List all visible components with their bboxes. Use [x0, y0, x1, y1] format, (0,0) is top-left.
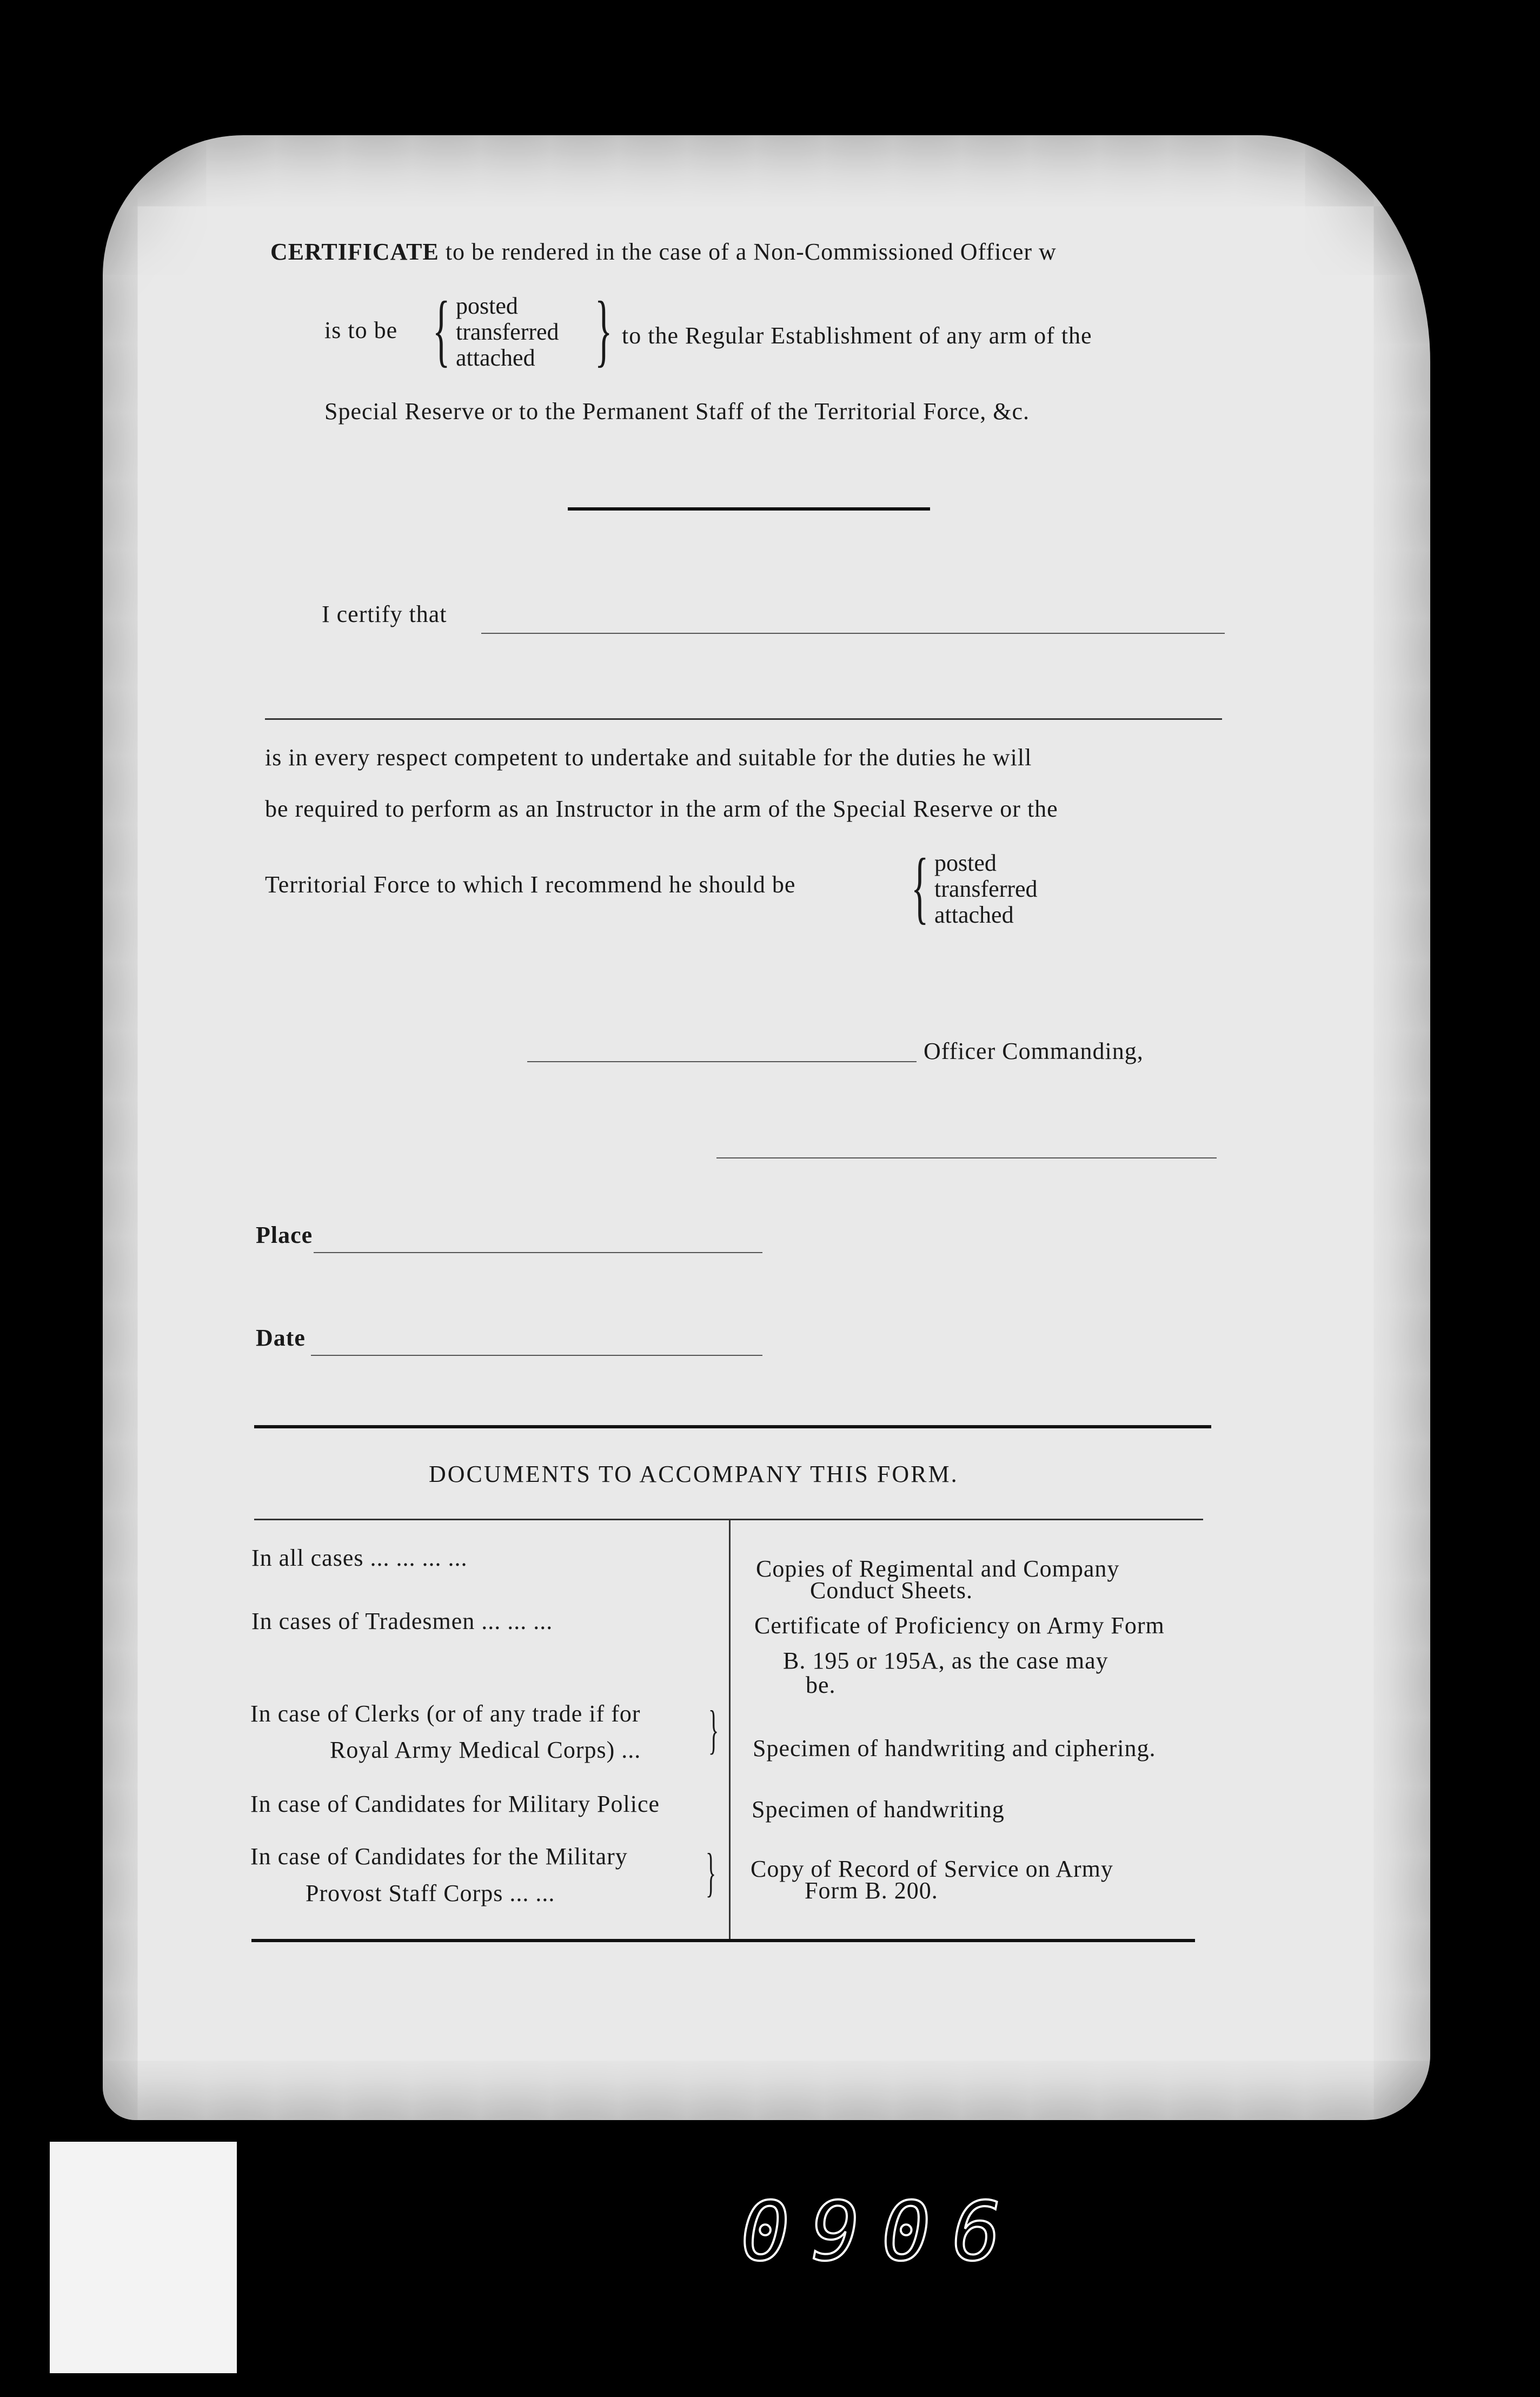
- header-line-1-rest: to be rendered in the case of a Non-Commissioned Officer w: [445, 239, 1057, 265]
- officer-commanding-label: Officer Commanding,: [924, 1038, 1144, 1064]
- doc-row-5-case-1: In case of Candidates for the Military: [250, 1843, 628, 1870]
- date-label: Date: [256, 1325, 306, 1351]
- doc-row-2-case: In cases of Tradesmen ... ... ...: [251, 1608, 553, 1634]
- doc-row-5-brace: }: [706, 1842, 716, 1902]
- doc-row-4-case: In case of Candidates for Military Police: [250, 1791, 660, 1817]
- header-option-transferred: transferred: [456, 319, 559, 345]
- header-options: [456, 293, 559, 371]
- doc-row-2-doc-1: Certificate of Proficiency on Army Form: [754, 1612, 1165, 1639]
- doc-row-5-doc-2: Form B. 200.: [805, 1877, 938, 1904]
- doc-row-5-case-2: Provost Staff Corps ... ...: [306, 1880, 555, 1906]
- header-line-1: [270, 238, 1057, 266]
- calibration-card: [50, 2142, 237, 2373]
- certify-paragraph-1: is in every respect competent to undertake and suitable for the duties he will: [265, 744, 1032, 771]
- doc-row-2-doc-2: B. 195 or 195A, as the case may: [783, 1647, 1108, 1674]
- officer-signature-line: [527, 1061, 917, 1062]
- doc-row-3-case-1: In case of Clerks (or of any trade if for: [250, 1700, 641, 1727]
- doc-row-1-case: In all cases ... ... ... ...: [251, 1545, 468, 1571]
- doc-row-5-doc-1: Copy of Record of Service on Army: [751, 1856, 1113, 1882]
- doc-row-4-doc-1: Specimen of handwriting: [752, 1796, 1005, 1823]
- right-brace: }: [595, 285, 613, 375]
- doc-row-1-doc-2: Conduct Sheets.: [810, 1577, 973, 1604]
- documents-heading: DOCUMENTS TO ACCOMPANY THIS FORM.: [429, 1461, 959, 1487]
- certify-option-attached: attached: [934, 902, 1014, 928]
- header-is-to-be: is to be: [324, 317, 398, 343]
- documents-bottom-rule: [251, 1939, 1195, 1942]
- documents-top-rule: [254, 1425, 1211, 1428]
- certify-paragraph-2: be required to perform as an Instructor in the arm of the Special Reserve or the: [265, 796, 1058, 822]
- header-option-posted: posted: [456, 293, 518, 319]
- unit-line: [716, 1157, 1217, 1158]
- doc-row-1-doc-1: Copies of Regimental and Company: [756, 1555, 1120, 1582]
- documents-column-divider: [729, 1519, 731, 1941]
- place-label: Place: [256, 1222, 313, 1248]
- doc-row-3-doc-1: Specimen of handwriting and ciphering.: [753, 1735, 1156, 1762]
- doc-row-3-case-2: Royal Army Medical Corps) ...: [330, 1737, 641, 1763]
- certify-options: [934, 850, 1038, 928]
- certify-lead: I certify that: [322, 601, 447, 627]
- certify-option-transferred: transferred: [934, 876, 1038, 902]
- header-certificate-word: CERTIFICATE: [270, 239, 439, 265]
- frame-number-stamp: 0906: [741, 2185, 1023, 2279]
- certify-second-line: [265, 718, 1222, 720]
- left-brace: {: [433, 285, 450, 375]
- header-line-2-suffix: to the Regular Establishment of any arm of the: [622, 322, 1092, 349]
- doc-row-2-doc-3: be.: [806, 1672, 836, 1698]
- certify-paragraph-3: Territorial Force to which I recommend he should be: [265, 871, 796, 898]
- header-option-attached: attached: [456, 345, 535, 371]
- date-line: [311, 1355, 762, 1356]
- header-line-3: Special Reserve or to the Permanent Staff of the Territorial Force, &c.: [324, 398, 1030, 425]
- certify-name-line: [481, 633, 1225, 634]
- doc-row-3-brace: }: [708, 1699, 719, 1759]
- header-divider: [568, 507, 930, 511]
- certify-brace: {: [911, 842, 929, 932]
- place-line: [314, 1252, 762, 1253]
- certify-option-posted: posted: [934, 850, 997, 876]
